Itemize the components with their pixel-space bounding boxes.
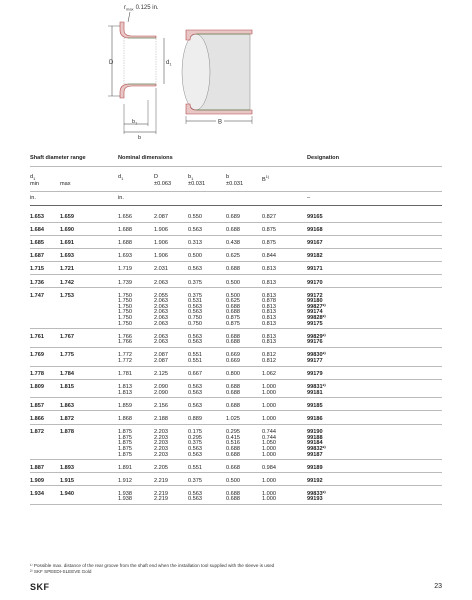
- cell-b: 0.415: [226, 434, 240, 441]
- cell-max: 1.691: [60, 240, 74, 247]
- cell-designation: 99167: [307, 240, 323, 247]
- cell-designation: 99186: [307, 416, 323, 422]
- cell-min: 1.769: [30, 352, 44, 359]
- cell-designation: 99174: [307, 309, 323, 316]
- cell-d1: 1.766: [118, 339, 132, 346]
- cell-b1: 0.563: [188, 490, 202, 497]
- col-b1: $b_1$: [188, 174, 194, 182]
- cell-max: 1.659: [60, 214, 74, 220]
- cell-D: 2.203: [154, 451, 168, 458]
- cell-B: 0.813: [262, 333, 276, 340]
- cell-d1: 1.938: [118, 496, 132, 503]
- cell-designation: 99170: [307, 279, 323, 286]
- cell-d1: 1.739: [118, 279, 132, 286]
- cell-b: 0.688: [226, 339, 240, 346]
- cell-b: 0.688: [226, 445, 240, 452]
- cell-d1: 1.875: [118, 451, 132, 458]
- label-D: D: [109, 60, 114, 66]
- header-nominal-dimensions: Nominal dimensions: [118, 155, 173, 161]
- cell-designation: 99172: [307, 292, 323, 299]
- cell-D: 2.063: [154, 309, 168, 316]
- cell-min: 1.747: [30, 292, 44, 299]
- cell-D: 2.219: [154, 496, 168, 503]
- cell-D: 2.063: [154, 333, 168, 340]
- cell-max: 1.915: [60, 477, 74, 484]
- cell-b1: 0.295: [188, 434, 202, 441]
- cell-d1: 1.688: [118, 240, 132, 247]
- cell-b: 0.688: [226, 451, 240, 458]
- cell-min: 1.687: [30, 253, 44, 260]
- cell-b1: 0.667: [188, 371, 202, 378]
- cell-min: 1.857: [30, 402, 44, 409]
- cell-b: 0.669: [226, 358, 240, 364]
- cell-D: 1.906: [154, 253, 168, 260]
- cell-designation: 99187: [307, 451, 323, 458]
- cell-designation: 99831²⁾: [307, 384, 326, 391]
- divider: [30, 191, 442, 192]
- cell-D: 2.156: [154, 402, 168, 409]
- cell-b: 0.688: [226, 309, 240, 316]
- cell-B: 1.000: [262, 389, 276, 396]
- cell-b1: 0.750: [188, 315, 202, 321]
- cell-B: 1.000: [262, 477, 276, 484]
- col-min: min: [30, 180, 40, 187]
- cell-D: 2.125: [154, 371, 168, 378]
- cell-b: 0.500: [226, 279, 240, 286]
- cell-designation: 99830²⁾: [307, 352, 326, 359]
- cell-max: 1.872: [60, 416, 74, 422]
- cell-max: 1.767: [60, 333, 74, 340]
- cell-d1: 1.750: [118, 298, 132, 305]
- cell-d1: 1.912: [118, 477, 132, 484]
- cell-b1: 0.563: [188, 309, 202, 316]
- cell-min: 1.872: [30, 429, 44, 436]
- cell-B: 0.744: [262, 434, 276, 441]
- divider: [30, 287, 442, 288]
- cell-b1: 0.175: [188, 429, 202, 436]
- cell-d1: 1.781: [118, 371, 132, 378]
- cell-b1: 0.375: [188, 279, 202, 286]
- cell-designation: 99176: [307, 339, 323, 346]
- cell-b: 0.669: [226, 352, 240, 359]
- cell-b: 0.668: [226, 464, 240, 471]
- divider: [30, 166, 442, 167]
- cell-b: 0.689: [226, 214, 240, 220]
- cell-min: 1.809: [30, 384, 44, 391]
- divider: [30, 379, 442, 380]
- cell-b1: 0.551: [188, 464, 202, 471]
- cell-designation: 99181: [307, 389, 323, 396]
- cell-b1: 0.551: [188, 352, 202, 359]
- cell-b1: 0.889: [188, 416, 202, 422]
- divider: [30, 328, 442, 329]
- col-d1: $d_1$: [30, 174, 36, 182]
- cell-D: 2.188: [154, 416, 168, 422]
- col-nominal-d1: $d_1$: [118, 174, 124, 182]
- cell-b1: 0.563: [188, 402, 202, 409]
- cell-d1: 1.891: [118, 464, 132, 471]
- cell-b: 0.688: [226, 227, 240, 234]
- col-max: max: [60, 180, 71, 187]
- cell-d1: 1.875: [118, 434, 132, 441]
- cell-b1: 0.551: [188, 358, 202, 364]
- cell-B: 0.827: [262, 214, 276, 220]
- cell-designation: 99171: [307, 266, 323, 273]
- cell-B: 1.000: [262, 490, 276, 497]
- footnote-1: ¹⁾ Possible max. distance of the rear groove from the shaft end when the installation tool supplied with the sleeve is used: [30, 563, 275, 568]
- cell-D: 2.063: [154, 298, 168, 305]
- cell-D: 2.203: [154, 445, 168, 452]
- cell-b: 0.688: [226, 402, 240, 409]
- cell-min: 1.887: [30, 464, 44, 471]
- cell-max: 1.863: [60, 402, 74, 409]
- cell-D: 2.203: [154, 429, 168, 436]
- sleeve-section-left: [108, 22, 172, 141]
- cell-B: 0.984: [262, 464, 276, 471]
- skf-logo: SKF: [30, 582, 50, 592]
- col-D: D: [154, 174, 159, 180]
- cell-b1: 0.563: [188, 496, 202, 503]
- cell-b1: 0.563: [188, 339, 202, 346]
- cell-D: 2.087: [154, 358, 168, 364]
- cell-b1: 0.375: [188, 292, 202, 299]
- cell-designation: 99184: [307, 440, 323, 447]
- cell-b1: 0.563: [188, 445, 202, 452]
- cell-d1: 1.868: [118, 416, 132, 422]
- cell-designation: 99192: [307, 477, 323, 484]
- divider: [30, 261, 442, 262]
- cell-designation: 99180: [307, 298, 323, 305]
- header-shaft-range: Shaft diameter range: [30, 155, 86, 161]
- cell-b1: 0.750: [188, 320, 202, 327]
- cell-b1: 0.563: [188, 303, 202, 310]
- cell-designation: 99165: [307, 214, 323, 220]
- cell-designation: 99190: [307, 429, 323, 436]
- cell-b: 0.625: [226, 253, 240, 260]
- cell-B: 0.813: [262, 320, 276, 327]
- cell-max: 1.815: [60, 384, 74, 391]
- cell-B: 1.000: [262, 451, 276, 458]
- cell-D: 2.055: [154, 292, 168, 299]
- cell-B: 0.875: [262, 240, 276, 247]
- cell-B: 0.875: [262, 227, 276, 234]
- header-designation: Designation: [307, 155, 340, 161]
- divider: [30, 366, 442, 367]
- cell-min: 1.653: [30, 214, 44, 220]
- cell-b: 1.025: [226, 416, 240, 422]
- cell-b1: 0.563: [188, 384, 202, 391]
- cell-designation: 99168: [307, 227, 323, 234]
- unit-left: in.: [30, 195, 36, 201]
- cell-D: 2.063: [154, 339, 168, 346]
- cell-b1: 0.313: [188, 240, 202, 247]
- cell-b: 0.295: [226, 429, 240, 436]
- cell-max: 1.878: [60, 429, 74, 436]
- cell-designation: 99829²⁾: [307, 333, 326, 340]
- divider: [30, 347, 442, 348]
- cell-designation: 99175: [307, 320, 323, 327]
- divider: [30, 459, 442, 460]
- divider: [30, 485, 442, 486]
- cell-B: 1.000: [262, 416, 276, 422]
- cell-B: 0.813: [262, 309, 276, 316]
- cell-b: 0.625: [226, 298, 240, 305]
- cell-designation: 99833²⁾: [307, 490, 326, 497]
- cell-max: 1.940: [60, 490, 74, 497]
- cell-min: 1.736: [30, 279, 44, 286]
- cell-d1: 1.750: [118, 303, 132, 310]
- cell-designation: 99828²⁾: [307, 315, 326, 321]
- cell-D: 2.063: [154, 279, 168, 286]
- cell-designation: 99177: [307, 358, 323, 364]
- divider: [30, 222, 442, 223]
- cell-max: 1.893: [60, 464, 74, 471]
- cell-B: 0.812: [262, 358, 276, 364]
- cell-B: 0.744: [262, 429, 276, 436]
- footnote-2: ²⁾ SKF SPEEDI-SLEEVE Gold: [30, 569, 92, 574]
- label-b1: $b_1$: [132, 119, 138, 126]
- cell-designation: 99188: [307, 434, 323, 441]
- cell-min: 1.934: [30, 490, 44, 497]
- rmax-label: $r_{max}$ 0.125 in.: [124, 5, 159, 12]
- cell-D: 2.087: [154, 214, 168, 220]
- cell-B: 0.813: [262, 303, 276, 310]
- cell-b1: 0.531: [188, 298, 202, 305]
- cell-min: 1.909: [30, 477, 44, 484]
- cell-D: 2.063: [154, 320, 168, 327]
- cell-min: 1.684: [30, 227, 44, 234]
- cell-d1: 1.750: [118, 309, 132, 316]
- cell-d1: 1.772: [118, 352, 132, 359]
- label-B: B: [218, 119, 223, 126]
- divider: [30, 472, 442, 473]
- col-b-tolerance: ±0.031: [226, 180, 244, 187]
- cell-d1: 1.859: [118, 402, 132, 409]
- cell-d1: 1.656: [118, 214, 132, 220]
- divider: [30, 410, 442, 411]
- cell-D: 2.087: [154, 352, 168, 359]
- cell-b: 0.500: [226, 292, 240, 299]
- cell-B: 0.844: [262, 253, 276, 260]
- cell-designation: 99179: [307, 371, 323, 378]
- cell-b: 0.438: [226, 240, 240, 247]
- divider: [30, 205, 442, 206]
- cell-B: 0.878: [262, 298, 276, 305]
- label-b: b: [138, 135, 142, 141]
- cell-D: 1.906: [154, 227, 168, 234]
- cell-min: 1.761: [30, 333, 44, 340]
- cell-b1: 0.550: [188, 214, 202, 220]
- unit-mid: in.: [118, 195, 124, 201]
- cell-B: 1.000: [262, 445, 276, 452]
- cell-b: 0.875: [226, 315, 240, 321]
- cell-B: 0.813: [262, 339, 276, 346]
- cell-d1: 1.875: [118, 445, 132, 452]
- cell-b: 0.688: [226, 333, 240, 340]
- cell-B: 1.062: [262, 371, 276, 378]
- cell-min: 1.866: [30, 416, 44, 422]
- cell-d1: 1.719: [118, 266, 132, 273]
- cell-B: 0.813: [262, 279, 276, 286]
- page-number: 23: [434, 583, 442, 590]
- cell-designation: 99832²⁾: [307, 445, 326, 452]
- cell-D: 2.203: [154, 434, 168, 441]
- cell-B: 0.813: [262, 315, 276, 321]
- cell-B: 1.000: [262, 496, 276, 503]
- cell-min: 1.778: [30, 371, 44, 378]
- cell-designation: 99185: [307, 402, 323, 409]
- cell-d1: 1.750: [118, 292, 132, 299]
- cell-b1: 0.563: [188, 451, 202, 458]
- cell-b: 0.688: [226, 496, 240, 503]
- cell-min: 1.685: [30, 240, 44, 247]
- cell-d1: 1.938: [118, 490, 132, 497]
- cell-B: 1.000: [262, 384, 276, 391]
- cell-D: 1.906: [154, 240, 168, 247]
- cell-B: 0.812: [262, 352, 276, 359]
- cell-B: 1.050: [262, 440, 276, 447]
- cell-D: 2.090: [154, 384, 168, 391]
- cell-b1: 0.500: [188, 253, 202, 260]
- cell-max: 1.784: [60, 371, 74, 378]
- sleeve-on-shaft: [182, 30, 252, 126]
- divider: [30, 248, 442, 249]
- cell-D: 2.219: [154, 490, 168, 497]
- col-b: b: [226, 174, 230, 180]
- cell-designation: 99189: [307, 464, 323, 471]
- cell-D: 2.205: [154, 464, 168, 471]
- cell-d1: 1.813: [118, 384, 132, 391]
- cell-B: 0.813: [262, 292, 276, 299]
- divider: [30, 274, 442, 275]
- cell-d1: 1.772: [118, 358, 132, 364]
- cell-b: 0.688: [226, 384, 240, 391]
- unit-right: –: [307, 195, 311, 201]
- cell-min: 1.715: [30, 266, 44, 273]
- divider: [30, 397, 442, 398]
- cell-max: 1.753: [60, 292, 74, 299]
- col-B: $B^{1)}$: [262, 175, 270, 183]
- cell-b1: 0.375: [188, 477, 202, 484]
- cell-b1: 0.563: [188, 227, 202, 234]
- cell-b: 0.800: [226, 371, 240, 378]
- cell-d1: 1.693: [118, 253, 132, 260]
- cell-d1: 1.750: [118, 320, 132, 327]
- cell-D: 2.031: [154, 266, 168, 273]
- cell-b: 0.688: [226, 266, 240, 273]
- cell-b: 0.688: [226, 303, 240, 310]
- cell-b1: 0.563: [188, 389, 202, 396]
- cell-max: 1.693: [60, 253, 74, 260]
- sleeve-drawing-svg: [0, 0, 472, 145]
- cell-designation: 99827²⁾: [307, 303, 326, 310]
- label-d1: $d_1$: [166, 60, 172, 67]
- col-D-tolerance: ±0.063: [154, 180, 172, 187]
- cell-b: 0.688: [226, 389, 240, 396]
- cell-b1: 0.563: [188, 333, 202, 340]
- cell-b1: 0.563: [188, 266, 202, 273]
- sleeve-drawing: [0, 0, 472, 145]
- cell-b: 0.688: [226, 490, 240, 497]
- cell-d1: 1.766: [118, 333, 132, 340]
- cell-D: 2.203: [154, 440, 168, 447]
- divider: [30, 424, 442, 425]
- cell-b: 0.875: [226, 320, 240, 327]
- cell-D: 2.063: [154, 315, 168, 321]
- cell-b: 0.516: [226, 440, 240, 447]
- cell-designation: 99182: [307, 253, 323, 260]
- cell-designation: 99193: [307, 496, 323, 503]
- cell-b: 0.500: [226, 477, 240, 484]
- cell-d1: 1.688: [118, 227, 132, 234]
- cell-max: 1.742: [60, 279, 74, 286]
- divider: [30, 504, 442, 505]
- cell-d1: 1.875: [118, 429, 132, 436]
- cell-d1: 1.875: [118, 440, 132, 447]
- cell-max: 1.690: [60, 227, 74, 234]
- cell-max: 1.775: [60, 352, 74, 359]
- divider: [30, 235, 442, 236]
- cell-max: 1.721: [60, 266, 74, 273]
- cell-D: 2.219: [154, 477, 168, 484]
- cell-d1: 1.813: [118, 389, 132, 396]
- col-b1-tolerance: ±0.031: [188, 180, 206, 187]
- cell-B: 0.813: [262, 266, 276, 273]
- cell-d1: 1.750: [118, 315, 132, 321]
- cell-B: 1.000: [262, 402, 276, 409]
- cell-D: 2.063: [154, 303, 168, 310]
- cell-b1: 0.375: [188, 440, 202, 447]
- cell-D: 2.090: [154, 389, 168, 396]
